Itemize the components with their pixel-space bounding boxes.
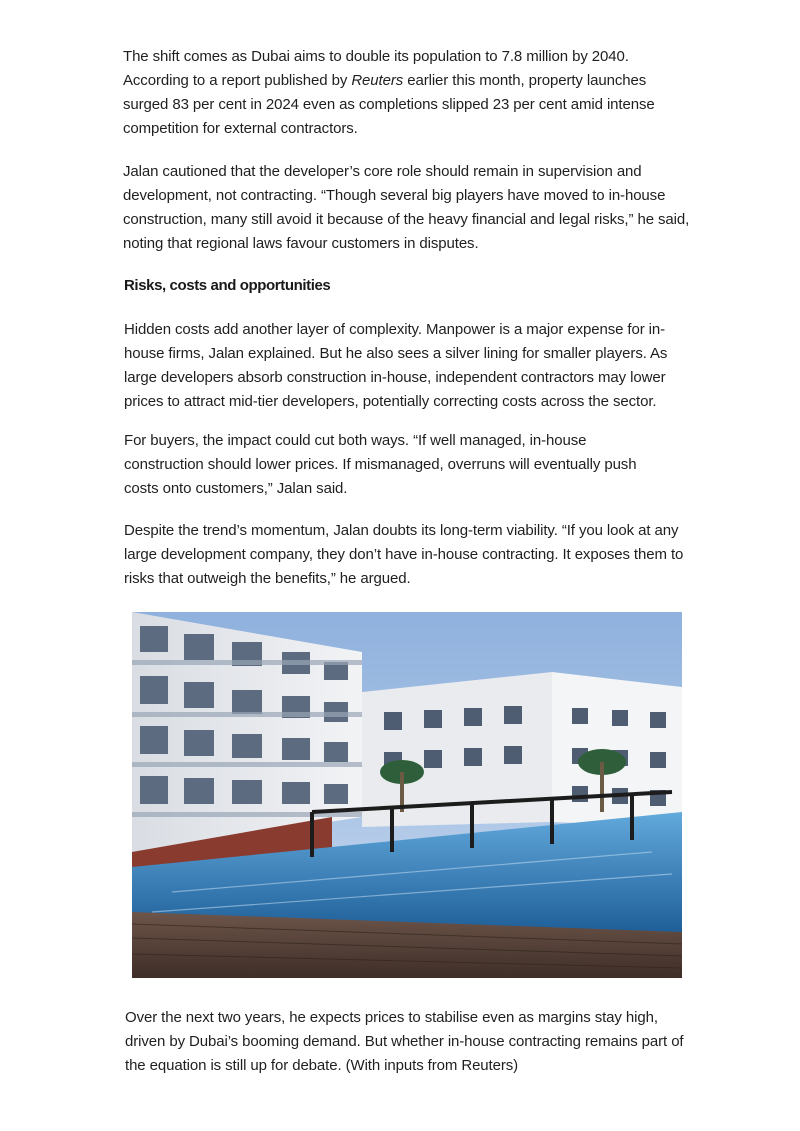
residential-pool-photo	[132, 612, 682, 978]
paragraph-hidden-costs: Hidden costs add another layer of complexity. Manpower is a major expense for in-house firms, Jalan explained. But he also sees a silver lining for smaller players. As large developers absorb construction in-house, independent contractors may lower prices to attract mid-tier developers, potentially correcting costs across the sector.	[124, 321, 668, 410]
paragraph-population-text-a: The shift comes as Dubai aims to double its population to 7.8 million by 2040. According to a report published by	[123, 48, 629, 89]
paragraph-buyers: For buyers, the impact could cut both ways. “If well managed, in-house construction should lower prices. If mismanaged, overruns will eventually push costs onto customers,” Jalan said.	[124, 432, 637, 497]
source-reuters: Reuters	[351, 72, 404, 89]
paragraph-viability: Despite the trend’s momentum, Jalan doubts its long-term viability. “If you look at any large development company, they don’t have in-house contracting. It exposes them to risks that outweigh the benefits,” he argued.	[124, 522, 684, 587]
paragraph-supervision: Jalan cautioned that the developer’s core role should remain in supervision and development, not contracting. “Though several big players have moved to in-house construction, many still avoid it because of the heavy financial and legal risks,” he said, noting that regional laws favour customers in disputes.	[123, 163, 690, 252]
paragraph-population-text-b: earlier this month, property launches surged 83 per cent in 2024 even as completions slipped 23 per cent amid intense competition for external contractors.	[123, 72, 655, 137]
paragraph-outlook: Over the next two years, he expects prices to stabilise even as margins stay high, driven by Dubai’s booming demand. But whether in-house contracting remains part of the equation is still up for debate. (With inputs from Reuters)	[125, 1009, 684, 1074]
paragraph-population	[123, 45, 683, 141]
section-heading: Risks, costs and opportunities	[124, 277, 331, 294]
